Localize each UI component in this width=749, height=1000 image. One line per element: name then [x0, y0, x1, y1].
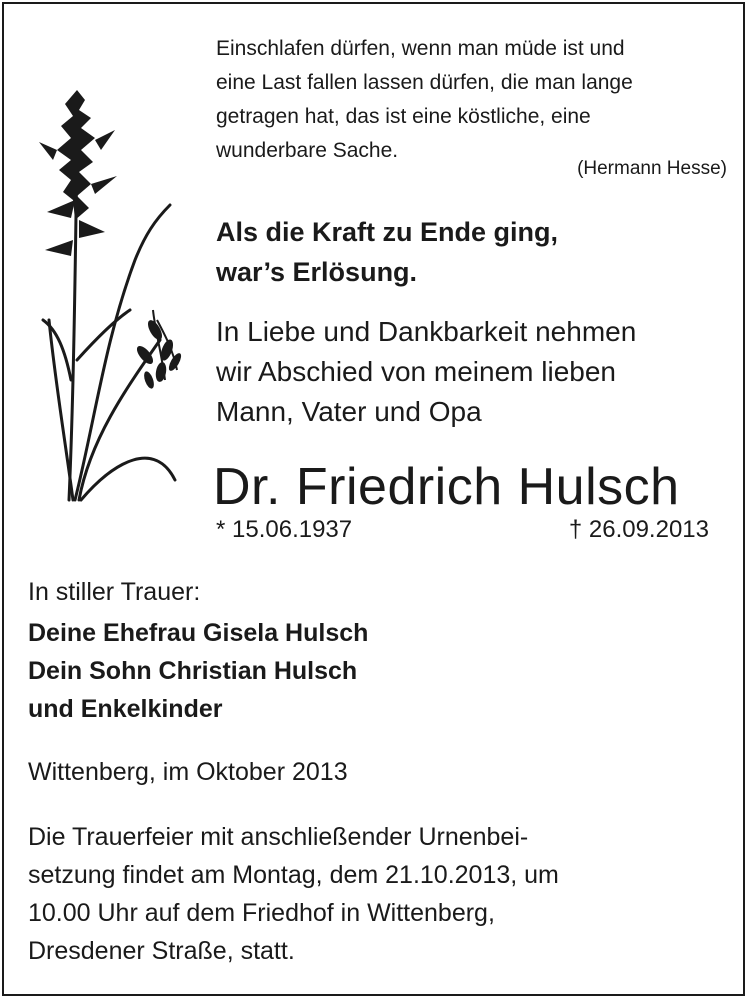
funeral-line: setzung findet am Montag, dem 21.10.2013, um [28, 861, 559, 889]
place-date: Wittenberg, im Oktober 2013 [28, 758, 348, 786]
quote-line: eine Last fallen lassen dürfen, die man lange [216, 71, 633, 94]
funeral-line: Dresdener Straße, statt. [28, 937, 295, 965]
hesse-quote [216, 32, 633, 168]
quote-line: wunderbare Sache. [216, 139, 399, 162]
mourning-label: In stiller Trauer: [28, 578, 201, 606]
funeral-details [28, 818, 559, 970]
funeral-line: 10.00 Uhr auf dem Friedhof in Wittenberg, [28, 899, 495, 927]
heading-line: Als die Kraft zu Ende ging, [216, 217, 559, 247]
intro-line: wir Abschied von meinem lieben [216, 356, 616, 387]
deceased-name: Dr. Friedrich Hulsch [213, 458, 680, 516]
mourner: Deine Ehefrau Gisela Hulsch [28, 619, 369, 647]
death-date: † 26.09.2013 [568, 516, 709, 543]
quote-line: getragen hat, das ist eine köstliche, eine [216, 105, 591, 128]
heading-line: war’s Erlösung. [216, 257, 418, 287]
mourner: Dein Sohn Christian Hulsch [28, 657, 358, 685]
intro-text [216, 312, 636, 432]
quote-line: Einschlafen dürfen, wenn man müde ist und [216, 37, 625, 60]
intro-line: Mann, Vater und Opa [216, 396, 482, 427]
birth-date: * 15.06.1937 [216, 516, 353, 543]
heading [216, 212, 558, 292]
mourner: und Enkelkinder [28, 695, 223, 723]
quote-source: (Hermann Hesse) [577, 158, 727, 179]
intro-line: In Liebe und Dankbarkeit nehmen [216, 316, 637, 347]
funeral-line: Die Trauerfeier mit anschließender Urnenbei- [28, 823, 529, 851]
grass-plant-icon [35, 80, 185, 505]
mourners-list [28, 614, 368, 728]
